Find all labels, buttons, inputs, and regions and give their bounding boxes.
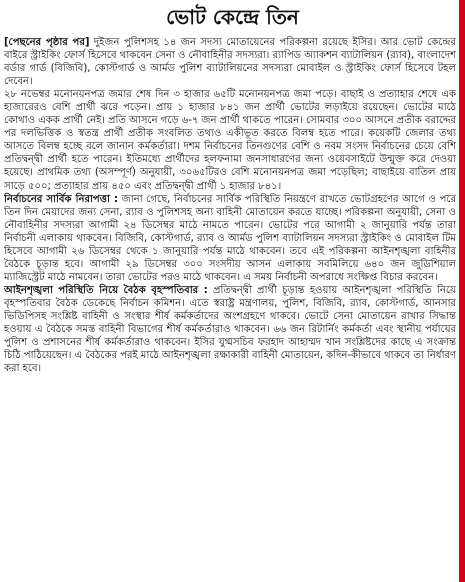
paragraph-4-text: প্রতিদ্বন্দ্বী প্রার্থী চূড়ান্ত হওয়ায় আইনশৃঙ্খলা পরিস্থিতি নিয়ে বৃহস্পতিবার বৈঠক ডেকেছে নির্বাচন কমিশন। এতে স্বরাষ্ট্র মন্ত্রণালয়, পুলিশ, বিজিবি, র‍্যাব, কোস্টগার্ড, আনসার ভিডিপিসহ সংশ্লিষ্ট বাহিনী ও সংস্থার শীর্ষ কর্মকর্তাদের অংশগ্রহণে থাকবে। ভোটে সেনা মোতায়েন রাখার সিদ্ধান্ত হওয়ায় এ বৈঠকে সমস্ত বাহিনী বিভাগের শীর্ষ কর্মকর্তারাও থাকবেন। ৬৬ জন রিটার্নিং কর্মকর্তা এবং স্থানীয় পর্যায়ের পুলিশ ও প্রশাসনের শীর্ষ কর্মকর্তারাও থাকবেন। ইসির যুগ্মসচিব ফরহাদ আহাম্মদ খান সংশ্লিষ্টদের কাছে এ সংক্রান্ত চিঠি পাঠিয়েছেন। এ বৈঠকের পরই মাঠে আইনশৃঙ্খলা রক্ষাকারী বাহিনী মোতায়েন, কদিন-কীভাবে থাকবে তা নির্ধারণ করা হবে।	[4, 284, 456, 375]
paragraph-2: ২৮ নভেম্বর মনোনয়নপত্র জমার শেষ দিন ৩ হাজার ৬৫টি মনোনয়নপত্র জমা পড়ে। বাছাই ও প্রত্যাহার শেষে এক হাজারেরও বেশি প্রার্থী ঝরে পড়েন। প্রায় ১ হাজার ৮৪১ জন প্রার্থী ভোটের লড়াইয়ে রয়েছেন। ভোটের মাঠে কোথাও একক প্রার্থী নেই। প্রতি আসনে গড়ে ৬-৭ জন প্রার্থী থাকতে পারেন। সোমবার ৩০০ আসনে প্রতীক বরাদ্দের পর দলভিত্তিক ও স্বতন্ত্র প্রার্থী প্রতীক সংবলিত তথ্যও একীভূত করতে বিলম্ব হতে পারে। কয়েকটি জেলার তথ্য আসতে বিলম্ব হচ্ছে বলে জানান কর্মকর্তারা। দশম নির্বাচনের তিনগুণের বেশি ও নবম সংসদ নির্বাচনের চেয়ে বেশি প্রতিদ্বন্দ্বী প্রার্থী হতে পারেন। ইতিমধ্যে প্রার্থীদের হলফনামা জনসাধারণের জন্য ওয়েবসাইটে উন্মুক্ত করে দেওয়া হয়েছে। প্রাথমিক তথ্য (অসম্পূর্ণ) অনুযায়ী, ৩০৬৫টিরও বেশি মনোনয়নপত্র জমা পড়েছিল; বাছাইয়ে বাতিল প্রায় সাড়ে ৫০০; প্রত্যাহার প্রায় ৪৫০ এবং প্রতিদ্বন্দ্বী প্রার্থী ১ হাজার ৮৪১।	[4, 89, 456, 192]
paragraph-4-lead: আইনশৃঙ্খলা পরিস্থিতি নিয়ে বৈঠক বৃহস্পতিবার :	[4, 284, 208, 296]
article-body	[4, 36, 456, 580]
article-title: ভোট কেন্দ্রে তিন	[166, 5, 299, 29]
paragraph-1-lead: [পেছনের পৃষ্ঠার পর]	[4, 37, 90, 48]
accent-bar	[459, 0, 465, 582]
paragraph-1-text: দুইজন পুলিশসহ ১৪ জন সদস্য মোতায়েনের পরিকল্পনা রয়েছে ইসির। আর ভোট কেন্দ্রের বাইরে স্ট্রাইকিং ফোর্স হিসেবে থাকবেন সেনা ও নৌবাহিনীর সদস্যরা। র‍্যাপিড অ্যাকশন ব্যাটালিয়ন (র‍্যাব), বাংলাদেশ বর্ডার গার্ড (বিজিবি), কোস্টগার্ড ও আর্মড পুলিশ ব্যাটালিয়নের সদস্যরা মোবাইল ও স্ট্রাইকিং ফোর্স হিসেবে টহল দেবেন।	[4, 37, 456, 88]
paragraph-1	[4, 36, 456, 88]
paragraph-4	[4, 284, 456, 375]
paragraph-3-lead: নির্বাচনের সার্বিক নিরাপত্তা :	[4, 193, 118, 205]
paragraph-3-text: জানা গেছে, নির্বাচনের সার্বিক পরিস্থিতি নিয়ন্ত্রণে রাখতে ভোটগ্রহণের আগে ও পরে তিন দিন মেয়াদের জন্য সেনা, র‍্যাব ও পুলিশসহ অন্য বাহিনী মোতায়েন করতে যাচ্ছে। পরিকল্পনা অনুযায়ী, সেনা ও নৌবাহিনীর সদস্যরা আগামী ২৪ ডিসেম্বর মাঠে নামতে পারেন। ভোটের পরে আগামী ২ জানুয়ারি পর্যন্ত তারা নির্বাচনী এলাকায় থাকবেন। বিজিবি, কোস্টগার্ড, র‍্যাব ও আর্মড পুলিশ ব্যাটালিয়ন সদস্যরা স্ট্রাইকিং ও মোবাইল টিম হিসেবে আগামী ২৬ ডিসেম্বর থেকে ১ জানুয়ারি পর্যন্ত মাঠে থাকবেন। তবে এই পরিকল্পনা আইনশৃঙ্খলা বাহিনীর বৈঠকে চূড়ান্ত হবে। আগামী ২৯ ডিসেম্বর ৩০০ সংসদীয় আসন এলাকায় সবমিলিয়ে ৬৪০ জন জুডিশিয়াল ম্যাজিস্ট্রেট মাঠে নামবেন। তারা ভোটের পরও মাঠে থাকবেন। এ সময় নির্বাচনী অপরাধে সংক্ষিপ্ত বিচার করবেন।	[4, 193, 456, 283]
paragraph-3	[4, 193, 456, 284]
